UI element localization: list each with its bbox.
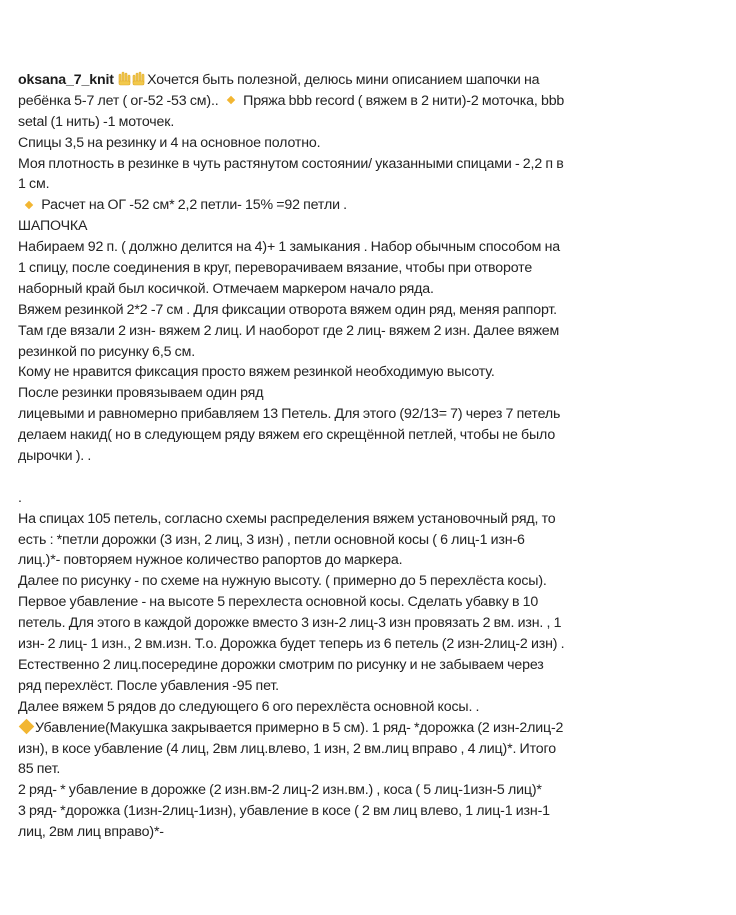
- caption-line: петель. Для этого в каждой дорожке вместо 3 изн-2 лиц-3 изн провязать 2 вм. изн. , 1: [18, 615, 562, 632]
- caption-line: лиц.)*- повторяем нужное количество рапортов до маркера.: [18, 552, 403, 569]
- username[interactable]: oksana_7_knit: [18, 72, 114, 88]
- diamond-bullet-icon: [25, 200, 33, 208]
- caption-line: 85 пет.: [18, 761, 61, 778]
- caption-line: изн), в косе убавление (4 лиц, 2вм лиц.влево, 1 изн, 2 вм.лиц вправо , 4 лиц)*. Итого: [18, 740, 556, 757]
- caption-line: Далее по рисунку - по схеме на нужную высоту. ( примерно до 5 перехлёста косы).: [18, 573, 547, 590]
- caption-line: делаем накид( но в следующем ряду вяжем его скрещённой петлей, чтобы не было: [18, 427, 556, 444]
- caption-line: Первое убавление - на высоте 5 перехлеста основной косы. Сделать убавку в 10: [18, 594, 539, 611]
- caption-line: 1 спицу, после соединения в круг, переворачиваем вязание, чтобы при отвороте: [18, 260, 533, 277]
- caption-text: Хочется быть полезной, делюсь мини описанием шапочки на: [147, 72, 540, 88]
- caption-line: Вяжем резинкой 2*2 -7 см . Для фиксации отворота вяжем один ряд, меняя раппорт.: [18, 301, 557, 318]
- caption-line: [18, 70, 720, 91]
- caption-text: ребёнка 5-7 лет ( ог-52 -53 см)..: [18, 92, 219, 109]
- caption-line: наборный край был косичкой. Отмечаем маркером начало ряда.: [18, 280, 434, 297]
- diamond-bullet-icon: [19, 719, 35, 735]
- caption-line: Там где вязали 2 изн- вяжем 2 лиц. И наоборот где 2 лиц- вяжем 2 изн. Далее вяжем: [18, 322, 560, 339]
- caption-line: ряд перехлёст. После убавления -95 пет.: [18, 677, 279, 694]
- caption-line: [18, 91, 720, 112]
- caption-line: 2 ряд- * убавление в дорожке (2 изн.вм-2 лиц-2 изн.вм.) , коса ( 5 лиц-1изн-5 лиц)*: [18, 782, 542, 799]
- caption-text: Расчет на ОГ -52 см* 2,2 петли- 15% =92 петли .: [41, 197, 347, 214]
- caption-line: Кому не нравится фиксация просто вяжем резинкой необходимую высоту.: [18, 364, 495, 381]
- caption-line: лицевыми и равномерно прибавляем 13 Петель. Для этого (92/13= 7) через 7 петель: [18, 406, 561, 423]
- diamond-bullet-icon: [227, 96, 235, 104]
- caption-text: Убавление(Макушка закрывается примерно в 5 см). 1 ряд- *дорожка (2 изн-2лиц-2: [35, 719, 564, 736]
- caption-line: На спицах 105 петель, согласно схемы распределения вяжем установочный ряд, то: [18, 510, 556, 527]
- caption-line: Моя плотность в резинке в чуть растянутом состоянии/ указанными спицами - 2,2 п в: [18, 155, 564, 172]
- caption-line: лиц, 2вм лиц вправо)*-: [18, 824, 164, 841]
- caption-line: Набираем 92 п. ( должно делится на 4)+ 1 замыкания . Набор обычным способом на: [18, 239, 560, 256]
- caption-line: Естественно 2 лиц.посередине дорожки смотрим по рисунку и не забываем через: [18, 656, 544, 673]
- caption-text: Пряжа bbb record ( вяжем в 2 нити)-2 моточка, bbb: [243, 92, 565, 109]
- caption-line: .: [18, 489, 22, 506]
- caption-line: [18, 195, 720, 216]
- post-caption: [18, 70, 720, 843]
- caption-line: Далее вяжем 5 рядов до следующего 6 ого перехлёста основной косы. .: [18, 698, 480, 715]
- caption-line: 1 см.: [18, 176, 50, 193]
- caption-line: После резинки провязываем один ряд: [18, 385, 264, 402]
- screenshot-bottom-edge: [0, 878, 736, 915]
- caption-line: Спицы 3,5 на резинку и 4 на основное полотно.: [18, 134, 321, 151]
- raised-hands-icon: [118, 71, 146, 93]
- caption-line: есть : *петли дорожки (3 изн, 2 лиц, 3 изн) , петли основной косы ( 6 лиц-1 изн-6: [18, 531, 525, 548]
- caption-line: резинкой по рисунку 6,5 см.: [18, 343, 196, 360]
- caption-line: 3 ряд- *дорожка (1изн-2лиц-1изн), убавление в косе ( 2 вм лиц влево, 1 лиц-1 изн-1: [18, 803, 550, 820]
- section-heading: ШАПОЧКА: [18, 218, 88, 235]
- caption-line: [18, 718, 720, 739]
- caption-line: изн- 2 лиц- 1 изн., 2 вм.изн. Т.о. Дорожка будет теперь из 6 петель (2 изн-2лиц-2 изн) .: [18, 636, 565, 653]
- caption-line: дырочки ). .: [18, 448, 92, 465]
- caption-line: setal (1 нить) -1 моточек.: [18, 113, 175, 130]
- blank-line: [18, 467, 720, 488]
